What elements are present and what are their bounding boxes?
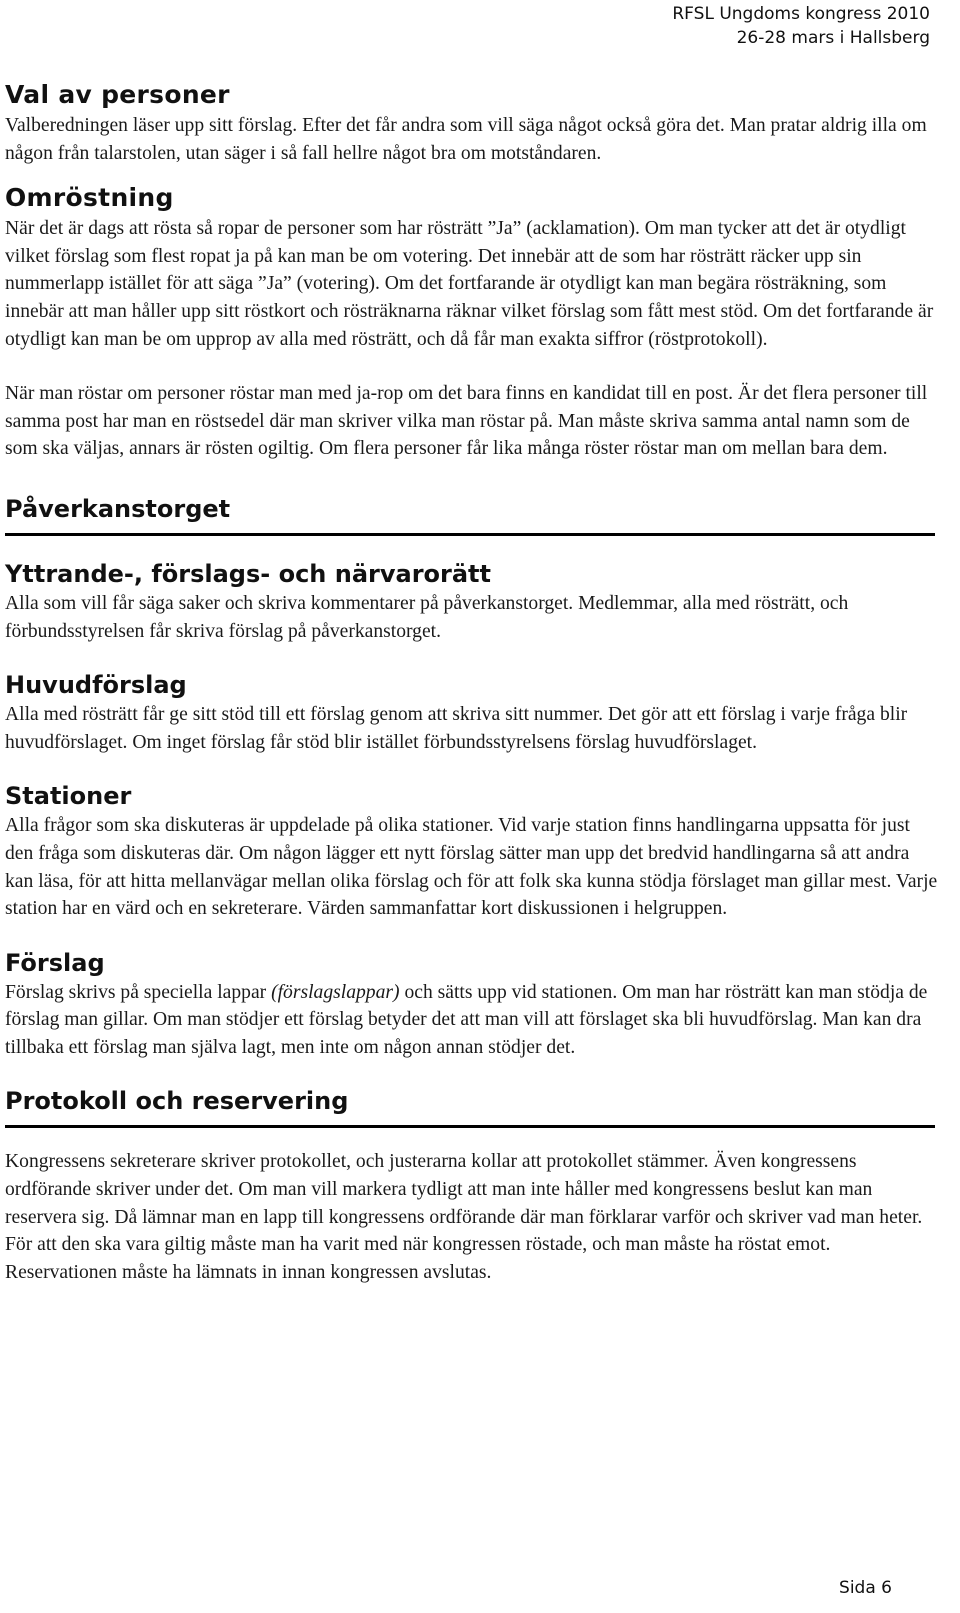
document-body bbox=[5, 78, 940, 1286]
heading-omrostning: Omröstning bbox=[5, 183, 174, 213]
paragraph-omrostning-1: När det är dags att rösta så ropar de personer som har rösträtt ”Ja” (acklamation). Om man tycker att det är otydligt vilket förslag som flest ropat ja på kan man be om votering. Det innebär att de som har rösträtt räcker upp sin nummerlapp istället för att säga ”Ja” (votering). Om det fortfarande är otydligt kan man begära rösträkning, som innebär att man håller upp sitt röstkort och rösträknarna räknar vilket förslag som fått mest stöd. Om det fortfarande är otydligt kan man be om upprop av alla med rösträtt, och då får man exakta siffror (röstprotokoll). bbox=[5, 218, 934, 350]
paragraph-huvudforslag: Alla med rösträtt får ge sitt stöd till ett förslag genom att skriva sitt nummer. Det gör att ett förslag i varje fråga blir huvudförslaget. Om inget förslag får stöd blir istället förbundsstyrelsens förslag huvudförslaget. bbox=[5, 704, 908, 753]
paragraph-forslag bbox=[5, 979, 940, 1062]
heading-stationer: Stationer bbox=[5, 782, 132, 811]
paragraph-stationer: Alla frågor som ska diskuteras är uppdelade på olika stationer. Vid varje station finns handlingarna uppsatta för just den fråga som diskuteras där. Om någon lägger ett nytt förslag sätter man upp det bredvid handlingarna så att andra kan läsa, för att hitta mellanvägar mellan olika förslag och för att folk ska kunna stödja förslaget man gillar mest. Varje station har en värd och en sekreterare. Värden sammanfattar kort diskussionen i helgruppen. bbox=[5, 815, 938, 920]
paragraph-omrostning-2: När man röstar om personer röstar man med ja-rop om det bara finns en kandidat till en post. Är det flera personer till samma post har man en röstsedel där man skriver vilka man röstar på. Man måste skriva samma antal namn som de som ska väljas, annars är rösten ogiltig. Om flera personer får lika många röster röstar man om mellan bara dem. bbox=[5, 383, 928, 460]
paragraph-protokoll: Kongressens sekreterare skriver protokollet, och justerarna kollar att protokollet stämmer. Även kongressens ordförande skriver under det. Om man vill markera tydligt att man inte håller med kongressens beslut kan man reservera sig. Då lämnar man en lapp till kongressens ordförande där man förklarar varför och skriver vad man heter. För att den ska vara giltig måste man ha varit med när kongressen röstade, och man måste ha röstat emot. Reservationen måste ha lämnats in innan kongressen avslutas. bbox=[5, 1151, 923, 1283]
heading-yttrande: Yttrande-, förslags- och närvarorätt bbox=[5, 559, 491, 588]
heading-protokoll: Protokoll och reservering bbox=[5, 1087, 349, 1116]
heading-val-av-personer: Val av personer bbox=[5, 80, 230, 109]
heading-paverkanstorget: Påverkanstorget bbox=[5, 494, 231, 523]
forslag-text-start: Förslag skrivs på speciella lappar bbox=[5, 981, 272, 1003]
forslag-text-italic: (förslagslappar) bbox=[271, 981, 400, 1003]
header-event-title: RFSL Ungdoms kongress 2010 bbox=[672, 4, 930, 24]
page-header bbox=[672, 2, 930, 50]
paragraph-yttrande: Alla som vill får säga saker och skriva kommentarer på påverkanstorget. Medlemmar, alla med rösträtt, och förbundsstyrelsen får skriva förslag på påverkanstorget. bbox=[5, 592, 849, 642]
heading-huvudforslag: Huvudförslag bbox=[5, 671, 187, 700]
header-event-date: 26-28 mars i Hallsberg bbox=[736, 28, 930, 48]
page-number: Sida 6 bbox=[839, 1578, 892, 1598]
paragraph-val-av-personer: Valberedningen läser upp sitt förslag. Efter det får andra som vill säga något också göra det. Man pratar aldrig illa om någon från talarstolen, utan säger i så fall hellre något bra om motståndaren. bbox=[5, 115, 927, 164]
forslag-text-end: och sätts upp vid stationen. Om man har rösträtt kan man stödja de förslag man gillar. Om man stödjer ett förslag betyder det att man vill att förslaget ska bli huvudförslag. Man kan dra tillbaka ett förslag man själva lagt, men inte om någon annan stödjer det. bbox=[5, 981, 928, 1058]
heading-forslag: Förslag bbox=[5, 948, 105, 977]
